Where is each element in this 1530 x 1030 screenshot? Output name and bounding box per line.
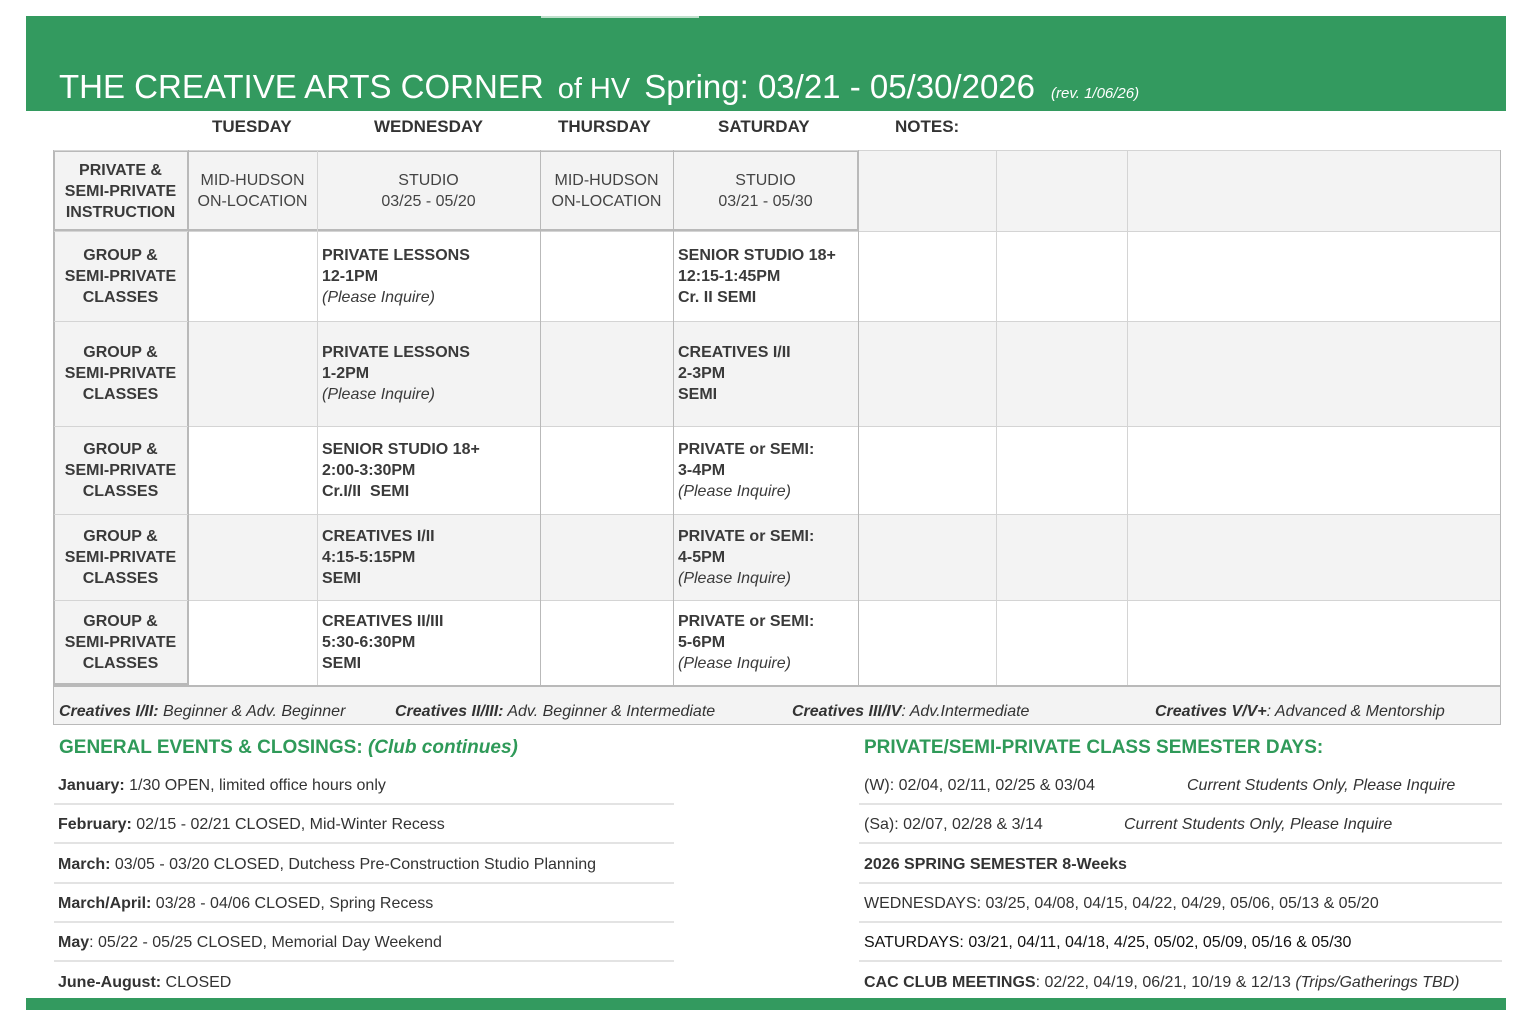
event-text: CLOSED: [161, 974, 232, 991]
slot-time: 5:30-6:30PM: [322, 634, 416, 651]
grid-line: [53, 514, 1501, 515]
event-row: [54, 924, 674, 962]
slot-title: PRIVATE or SEMI:: [678, 613, 815, 630]
club-dates: : 02/22, 04/19, 06/21, 10/19 & 12/13: [1035, 974, 1296, 991]
events-heading-note: (Club continues): [367, 737, 518, 758]
row-label-line: SEMI-PRIVATE: [64, 268, 177, 285]
semester-row: 2026 SPRING SEMESTER 8-Weeks: [859, 846, 1502, 884]
wednesday-location: [317, 170, 540, 212]
slot-note: SEMI: [678, 386, 718, 403]
saturday-slot: [673, 342, 858, 405]
slot-time: 5-6PM: [678, 634, 726, 651]
event-row: [54, 806, 674, 844]
slot-time: 4-5PM: [678, 549, 726, 566]
slot-time: 3-4PM: [678, 462, 726, 479]
slot-title: PRIVATE or SEMI:: [678, 441, 815, 458]
location-line: STUDIO: [398, 172, 459, 189]
legend-term: Creatives III/IV: [792, 703, 902, 720]
event-text: 03/28 - 04/06 CLOSED, Spring Recess: [151, 895, 434, 912]
event-row: [54, 846, 674, 884]
revision-note: (rev. 1/06/26): [1051, 85, 1140, 102]
row-label-group: [53, 245, 188, 308]
slot-note: (Please Inquire): [322, 289, 435, 306]
saturday-slot: [673, 439, 858, 502]
legend-desc: : Adv.Intermediate: [901, 703, 1030, 720]
legend-desc: : Advanced & Mentorship: [1266, 703, 1445, 720]
saturday-location: [673, 170, 858, 212]
season-dates: Spring: 03/21 - 05/30/2026: [644, 68, 1036, 105]
grid-line: [53, 685, 1501, 687]
title-main: THE CREATIVE ARTS CORNER: [59, 68, 544, 105]
row-label-line: SEMI-PRIVATE: [64, 365, 177, 382]
slot-title: SENIOR STUDIO 18+: [322, 441, 480, 458]
slot-title: SENIOR STUDIO 18+: [678, 247, 836, 264]
page-title: [59, 68, 1139, 106]
grid-line: [53, 231, 1501, 232]
row-label-line: SEMI-PRIVATE: [64, 634, 177, 651]
slot-time: 2-3PM: [678, 365, 726, 382]
legend-item: [792, 703, 1029, 721]
row-label-group: [53, 611, 188, 674]
event-label: February:: [58, 816, 132, 833]
slot-title: PRIVATE LESSONS: [322, 247, 470, 264]
grid-line: [53, 426, 1501, 427]
wednesday-slot: [317, 526, 540, 589]
slot-note: (Please Inquire): [678, 655, 791, 672]
legend-term: Creatives I/II:: [59, 703, 159, 720]
row-label-line: CLASSES: [82, 570, 159, 587]
day-header-notes: NOTES:: [895, 117, 960, 136]
slot-note: (Please Inquire): [678, 570, 791, 587]
event-text: 02/15 - 02/21 CLOSED, Mid-Winter Recess: [131, 816, 445, 833]
location-line: STUDIO: [735, 172, 796, 189]
row-label-private: [53, 160, 188, 223]
events-heading-text: GENERAL EVENTS & CLOSINGS:: [59, 737, 368, 758]
grid-line: [53, 724, 1501, 725]
row-label-group: [53, 439, 188, 502]
row-label-line: CLASSES: [82, 289, 159, 306]
grid-line: [673, 150, 674, 685]
day-header-saturday: SATURDAY: [718, 117, 810, 136]
row-label-line: GROUP &: [83, 613, 158, 630]
row-label-line: GROUP &: [83, 441, 158, 458]
slot-note: Cr. II SEMI: [678, 289, 757, 306]
legend-desc: Beginner & Adv. Beginner: [158, 703, 346, 720]
legend-term: Creatives V/V+: [1155, 703, 1267, 720]
legend-item: [1155, 703, 1445, 721]
slot-title: CREATIVES I/II: [678, 344, 791, 361]
location-line: MID-HUDSON: [200, 172, 305, 189]
row-label-group: [53, 342, 188, 405]
location-line: ON-LOCATION: [551, 193, 662, 210]
event-row: [54, 964, 674, 1002]
row-label-group: [53, 526, 188, 589]
event-label: January:: [58, 777, 125, 794]
grid-line: [317, 150, 318, 685]
day-header-thursday: THURSDAY: [558, 117, 651, 136]
row-label-line: CLASSES: [82, 386, 159, 403]
club-label: CAC CLUB MEETINGS: [864, 974, 1036, 991]
day-header-wednesday: WEDNESDAY: [374, 117, 483, 136]
slot-time: 1-2PM: [322, 365, 370, 382]
grid-line: [53, 321, 1501, 322]
slot-title: CREATIVES I/II: [322, 528, 435, 545]
saturday-slot: [673, 611, 858, 674]
header-tab-line: [541, 16, 699, 18]
legend-item: [395, 703, 715, 721]
wednesday-slot: [317, 439, 540, 502]
grid-line: [188, 150, 189, 685]
event-text: : 05/22 - 05/25 CLOSED, Memorial Day Weekend: [89, 934, 442, 951]
semester-row: WEDNESDAYS: 03/25, 04/08, 04/15, 04/22, 04/29, 05/06, 05/13 & 05/20: [859, 885, 1502, 923]
slot-note: SEMI: [322, 570, 362, 587]
wednesday-slot: [317, 342, 540, 405]
grid-line: [53, 600, 1501, 601]
location-line: 03/21 - 05/30: [718, 193, 813, 210]
event-row: [54, 885, 674, 923]
event-row: [54, 767, 674, 805]
row-label-line: GROUP &: [83, 247, 158, 264]
slot-time: 4:15-5:15PM: [322, 549, 416, 566]
row-label-line: GROUP &: [83, 528, 158, 545]
semester-note: Current Students Only, Please Inquire: [1124, 816, 1393, 833]
semester-row: [859, 806, 1502, 844]
row-label-line: SEMI-PRIVATE: [64, 462, 177, 479]
semester-note: Current Students Only, Please Inquire: [1187, 777, 1456, 794]
slot-note: Cr.I/II SEMI: [322, 483, 410, 500]
grid-line: [1500, 150, 1501, 725]
event-label: June-August:: [58, 974, 162, 991]
semester-row: [859, 767, 1502, 805]
semester-row: [859, 964, 1502, 1002]
saturday-slot: [673, 526, 858, 589]
row-label-line: SEMI-PRIVATE: [64, 549, 177, 566]
tuesday-location: [188, 170, 317, 212]
club-note: (Trips/Gatherings TBD): [1295, 974, 1460, 991]
slot-time: 12-1PM: [322, 268, 379, 285]
grid-line: [540, 150, 541, 685]
header-bar: [26, 16, 1506, 111]
legend-desc: Adv. Beginner & Intermediate: [503, 703, 716, 720]
title-suffix: of HV: [557, 73, 631, 105]
semester-heading: PRIVATE/SEMI-PRIVATE CLASS SEMESTER DAYS:: [864, 737, 1324, 758]
footer-bar: [26, 998, 1506, 1010]
location-line: ON-LOCATION: [197, 193, 308, 210]
wednesday-slot: [317, 245, 540, 308]
day-header-tuesday: TUESDAY: [212, 117, 292, 136]
semester-row: SATURDAYS: 03/21, 04/11, 04/18, 4/25, 05/02, 05/09, 05/16 & 05/30: [859, 924, 1502, 962]
event-label: March/April:: [58, 895, 152, 912]
events-heading: [59, 737, 518, 759]
slot-title: PRIVATE or SEMI:: [678, 528, 815, 545]
location-line: MID-HUDSON: [554, 172, 659, 189]
row-label-line: GROUP &: [83, 344, 158, 361]
slot-time: 2:00-3:30PM: [322, 462, 416, 479]
schedule-table: [53, 150, 1501, 725]
saturday-slot: [673, 245, 858, 308]
grid-line: [996, 150, 997, 685]
row-label-line: CLASSES: [82, 655, 159, 672]
slot-time: 12:15-1:45PM: [678, 268, 781, 285]
slot-note: SEMI: [322, 655, 362, 672]
row-label-line: SEMI-PRIVATE: [64, 183, 177, 200]
location-line: 03/25 - 05/20: [381, 193, 476, 210]
row-label-line: CLASSES: [82, 483, 159, 500]
grid-line: [858, 150, 859, 685]
slot-title: CREATIVES II/III: [322, 613, 444, 630]
wednesday-slot: [317, 611, 540, 674]
slot-note: (Please Inquire): [322, 386, 435, 403]
row-label-line: PRIVATE &: [79, 162, 162, 179]
grid-line: [53, 150, 1501, 151]
semester-days: (W): 02/04, 02/11, 02/25 & 03/04: [864, 777, 1095, 794]
slot-note: (Please Inquire): [678, 483, 791, 500]
grid-line: [1127, 150, 1128, 685]
legend-term: Creatives II/III:: [395, 703, 504, 720]
event-label: May: [58, 934, 90, 951]
legend-item: [59, 703, 345, 721]
event-text: 03/05 - 03/20 CLOSED, Dutchess Pre-Construction Studio Planning: [110, 856, 597, 873]
slot-title: PRIVATE LESSONS: [322, 344, 470, 361]
event-label: March:: [58, 856, 111, 873]
event-text: 1/30 OPEN, limited office hours only: [124, 777, 386, 794]
semester-days: (Sa): 02/07, 02/28 & 3/14: [864, 816, 1043, 833]
thursday-location: [540, 170, 673, 212]
row-label-line: INSTRUCTION: [65, 204, 176, 221]
